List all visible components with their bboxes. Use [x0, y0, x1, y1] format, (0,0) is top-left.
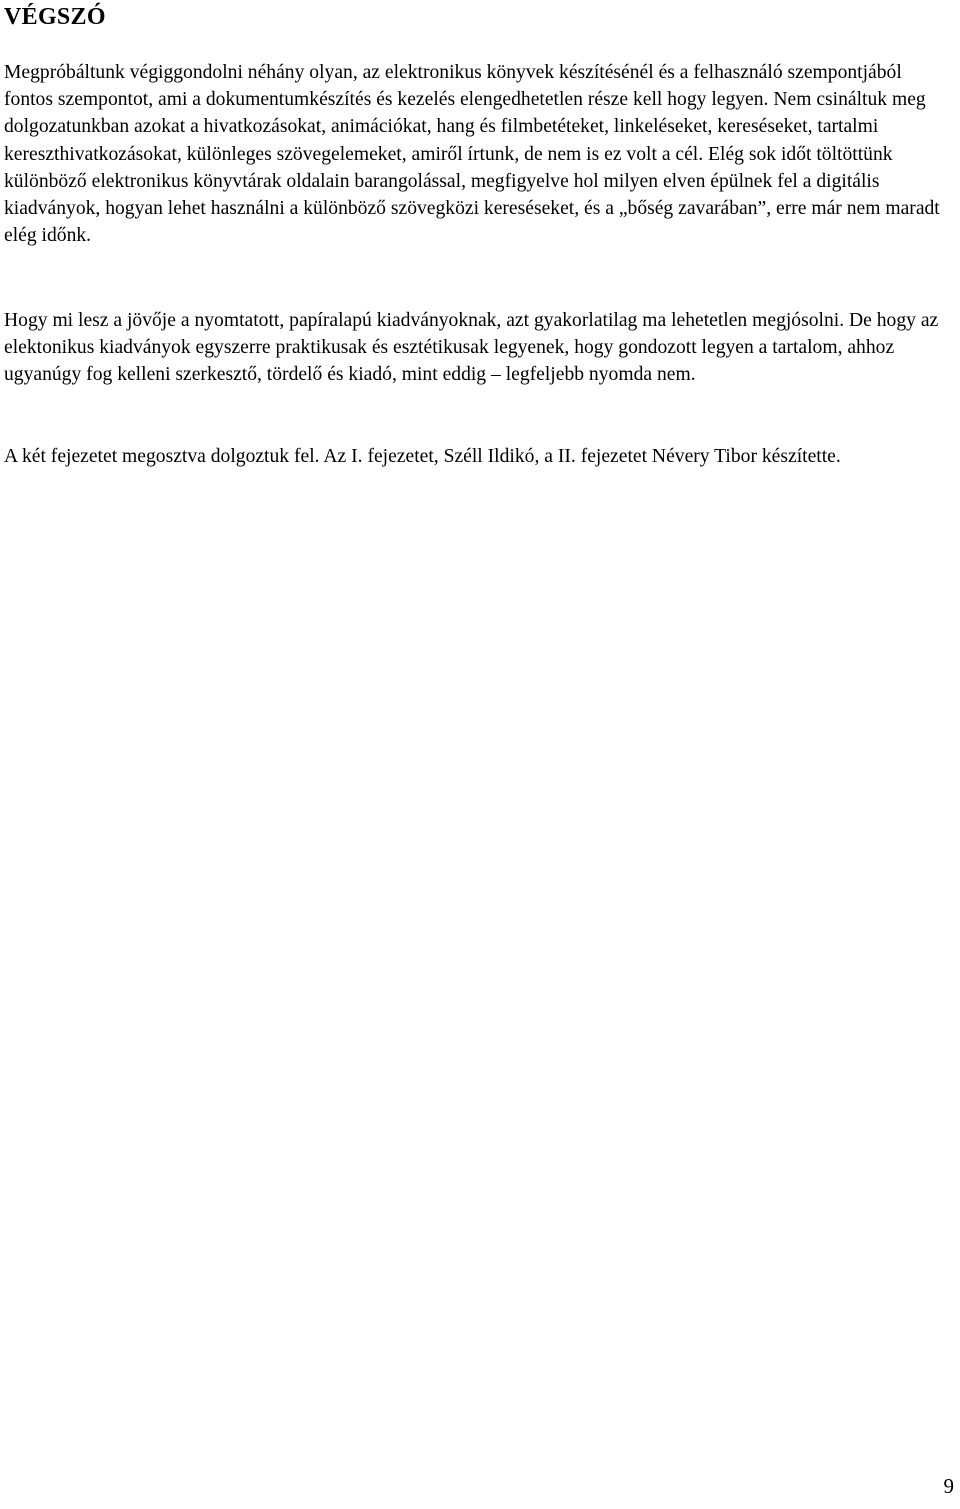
- page-title: VÉGSZÓ: [4, 4, 106, 30]
- paragraph-intro: Megpróbáltunk végiggondolni néhány olyan, az elektronikus könyvek készítésénél és a felhasználó szempontjából fontos szempontot, ami a dokumentumkészítés és kezelés elengedhetetlen része kell hogy legyen. Nem csináltuk meg dolgozatunkban azokat a hivatkozásokat, animációkat, hang és filmbetéteket, linkeléseket, kereséseket, tartalmi kereszthivatkozásokat, különleges szövegelemeket, amiről írtunk, de nem is ez volt a cél. Elég sok időt töltöttünk különböző elektronikus könyvtárak oldalain barangolással, megfigyelve hol milyen elven épülnek fel a digitális kiadványok, hogyan lehet használni a különböző szövegközi kereséseket, és a „bőség zavarában”, erre már nem maradt elég időnk.: [4, 62, 940, 247]
- page-number: 9: [943, 1474, 954, 1498]
- paragraph-future: Hogy mi lesz a jövője a nyomtatott, papíralapú kiadványoknak, azt gyakorlatilag ma lehetetlen megjósolni. De hogy az elektonikus kiadványok egyszerre praktikusak és esztétikusak legyenek, hogy gondozott legyen a tartalom, ahhoz ugyanúgy fog kelleni szerkesztő, tördelő és kiadó, mint eddig – legfeljebb nyomda nem.: [4, 310, 939, 386]
- paragraph-authors: A két fejezetet megosztva dolgoztuk fel. Az I. fejezetet, Széll Ildikó, a II. fejezetet Névery Tibor készítette.: [4, 446, 841, 467]
